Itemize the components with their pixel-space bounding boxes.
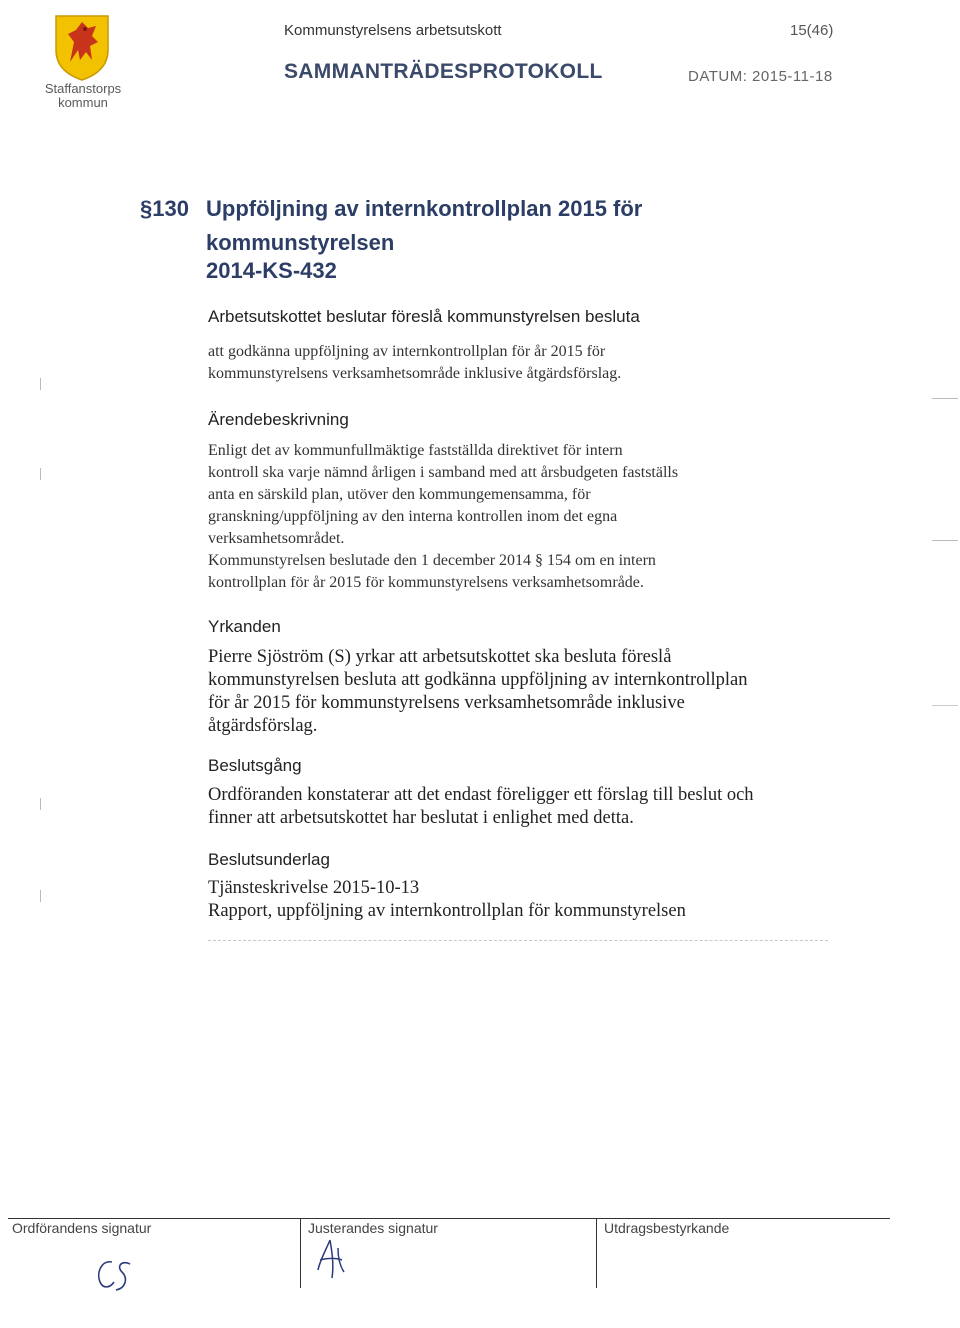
decision-body-line: kommunstyrelsens verksamhetsområde inklusive åtgärdsförslag. — [208, 365, 622, 382]
page-number: 15(46) — [790, 22, 834, 39]
certified-label: Utdragsbestyrkande — [604, 1220, 730, 1236]
item-title — [140, 192, 642, 260]
documents-body — [208, 877, 828, 923]
procedure-heading: Beslutsgång — [208, 756, 302, 775]
description-line: anta en särskild plan, utöver den kommungemensamma, för — [208, 486, 591, 503]
description-body — [208, 440, 808, 594]
scan-mark — [40, 468, 41, 480]
scan-mark — [932, 540, 958, 541]
description-line: verksamhetsområdet. — [208, 530, 345, 547]
section-divider — [208, 940, 828, 941]
municipality-name-line1: Staffanstorps — [44, 81, 122, 96]
documents-heading: Beslutsunderlag — [208, 850, 330, 869]
committee-name: Kommunstyrelsens arbetsutskott — [284, 22, 502, 39]
claims-line: kommunstyrelsen besluta att godkänna uppföljning av internkontrollplan — [208, 670, 748, 690]
decision-intro: Arbetsutskottet beslutar föreslå kommunstyrelsen besluta — [208, 307, 640, 326]
protocol-title: SAMMANTRÄDESPROTOKOLL — [284, 60, 603, 83]
chair-signature-label: Ordförandens signatur — [12, 1220, 152, 1236]
scan-mark — [932, 705, 958, 706]
decision-body — [208, 341, 768, 385]
procedure-line: finner att arbetsutskottet har beslutat i enlighet med detta. — [208, 808, 634, 828]
claims-line: Pierre Sjöström (S) yrkar att arbetsutskottet ska besluta föreslå — [208, 647, 672, 667]
signature-divider — [300, 1218, 301, 1288]
case-number: 2014-KS-432 — [206, 258, 337, 283]
procedure-body — [208, 784, 828, 830]
coat-of-arms-icon — [52, 12, 112, 82]
description-line: kontroll ska varje nämnd årligen i samband med att årsbudgeten fastställs — [208, 464, 679, 481]
section-number: §130 — [140, 196, 189, 221]
scan-mark — [40, 798, 41, 810]
item-title-line1: Uppföljning av internkontrollplan 2015 för — [206, 196, 643, 221]
description-line: Enligt det av kommunfullmäktige fastställda direktivet för intern — [208, 442, 623, 459]
decision-body-line: att godkänna uppföljning av internkontrollplan för år 2015 för — [208, 343, 606, 360]
signature-divider — [596, 1218, 597, 1288]
scan-mark — [40, 890, 41, 902]
description-line: Kommunstyrelsen beslutade den 1 december 2014 § 154 om en intern — [208, 552, 656, 569]
documents-line: Tjänsteskrivelse 2015-10-13 — [208, 878, 420, 898]
claims-line: för år 2015 för kommunstyrelsens verksamhetsområde inklusive — [208, 693, 685, 713]
claims-heading: Yrkanden — [208, 617, 281, 636]
procedure-line: Ordföranden konstaterar att det endast föreligger ett förslag till beslut och — [208, 785, 754, 805]
meeting-date: DATUM: 2015-11-18 — [688, 68, 833, 85]
scan-mark — [40, 378, 41, 390]
municipality-name-line2: kommun — [58, 95, 108, 110]
chair-initials-signature — [92, 1252, 138, 1301]
adjuster-signature — [312, 1236, 352, 1287]
item-title-line2: kommunstyrelsen — [206, 230, 395, 255]
description-line: granskning/uppföljning av den interna kontrollen inom det egna — [208, 508, 618, 525]
description-heading: Ärendebeskrivning — [208, 410, 349, 429]
description-line: kontrollplan för år 2015 för kommunstyrelsens verksamhetsområde. — [208, 574, 644, 591]
claims-line: åtgärdsförslag. — [208, 716, 318, 736]
scan-mark — [932, 398, 958, 399]
documents-line: Rapport, uppföljning av internkontrollplan för kommunstyrelsen — [208, 901, 686, 921]
adjuster-signature-label: Justerandes signatur — [308, 1220, 438, 1236]
municipality-name — [28, 82, 138, 110]
signature-rule — [8, 1218, 890, 1219]
claims-body — [208, 646, 828, 738]
